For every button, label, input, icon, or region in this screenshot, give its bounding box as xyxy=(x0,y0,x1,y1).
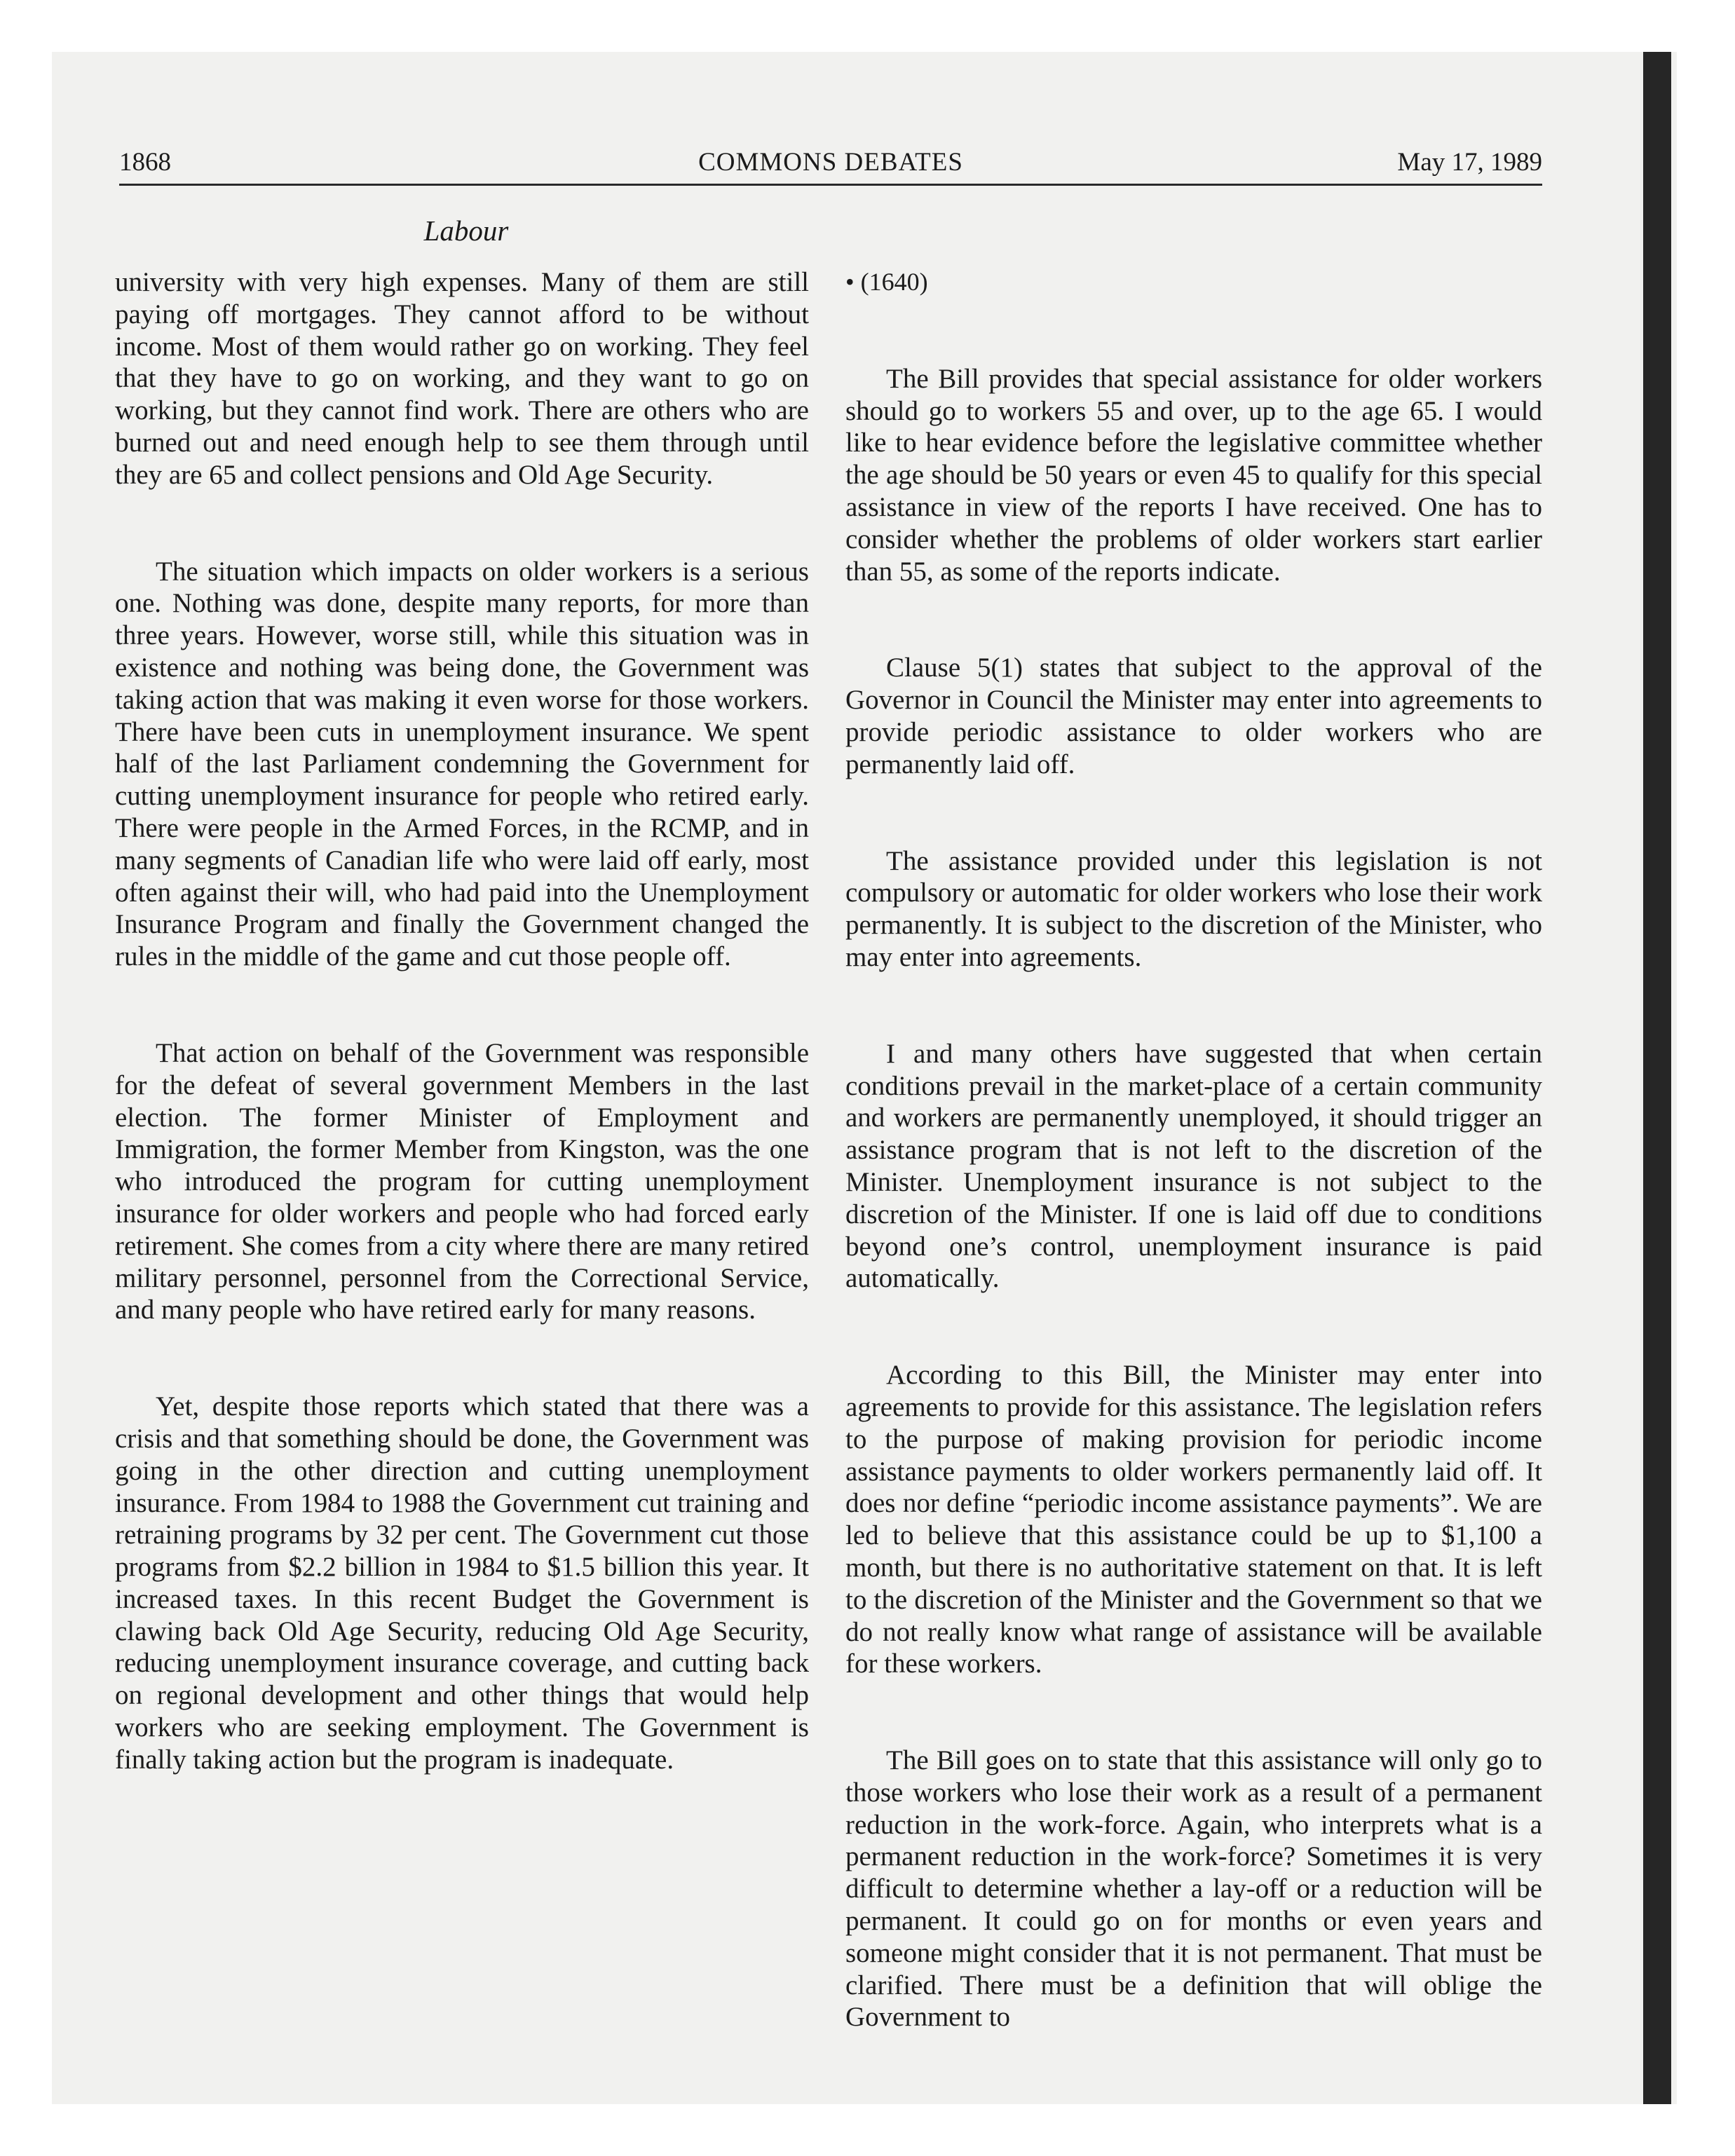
header-rule xyxy=(119,184,1542,186)
paragraph: The Bill provides that special assistance for older workers should go to workers 55 and over, up to the age 65. I would like to hear evidence before the legislative committee whether the age should be 50 years or even 45 to qualify for this special assistance in view of the reports I have received. One has to consider whether the problems of older workers start earlier than 55, as some of the reports indicate. xyxy=(845,363,1542,587)
paragraph: That action on behalf of the Government was responsible for the defeat of several government Members in the last election. The former Minister of Employment and Immigration, the former Member from Kingston, was the one who introduced the program for cutting unemployment insurance for older workers and people who had forced early retirement. She comes from a city where there are many retired military personnel, personnel from the Correctional Service, and many people who have retired early for many reasons. xyxy=(115,1037,809,1325)
section-heading: Labour xyxy=(423,214,509,247)
page-header xyxy=(119,146,1542,185)
paragraph: The situation which impacts on older workers is a serious one. Nothing was done, despite many reports, for more than three years. However, worse still, while this situation was in existence and nothing was being done, the Government was taking action that was making it even worse for those workers. There have been cuts in unemployment insurance. We spent half of the last Parliament condemning the Government for cutting unemployment insurance for people who retired early. There were people in the Armed Forces, in the RCMP, and in many segments of Canadian life who were laid off early, most often against their will, who had paid into the Unemployment Insurance Program and finally the Government changed the rules in the middle of the game and cut those people off. xyxy=(115,556,809,972)
paragraph: According to this Bill, the Minister may enter into agreements to provide for this assistance. The legislation refers to the purpose of making provision for periodic income assistance payments to older workers permanently laid off. It does nor define “periodic income assistance payments”. We are led to believe that this assistance could be up to $1,100 a month, but there is no authoritative statement on that. It is left to the discretion of the Minister and the Government so that we do not really know what range of assistance will be available for these workers. xyxy=(845,1360,1542,1679)
publication-title: COMMONS DEBATES xyxy=(698,148,963,177)
paragraph: Yet, despite those reports which stated that there was a crisis and that something should be done, the Government was going in the other direction and cutting unemployment insurance. From 1984 to 1988 the Government cut training and retraining programs by 32 per cent. The Government cut those programs from $2.2 billion in 1984 to $1.5 billion this year. It increased taxes. In this recent Budget the Government is clawing back Old Age Security, reducing Old Age Security, reducing unemployment insurance coverage, and cutting back on regional development and other things that would help workers who are seeking employment. The Government is finally taking action but the program is inadequate. xyxy=(115,1391,809,1775)
left-column xyxy=(115,266,809,1776)
right-column xyxy=(845,266,1542,2033)
paragraph: Clause 5(1) states that subject to the approval of the Governor in Council the Minister may enter into agreements to provide periodic assistance to older workers who are permanently laid off. xyxy=(845,653,1542,779)
page-date: May 17, 1989 xyxy=(1397,148,1542,177)
page-number: 1868 xyxy=(119,148,171,177)
paragraph: I and many others have suggested that when certain conditions prevail in the market-place of a certain community and workers are permanently unemployed, it should trigger an assistance program that is not left to the discretion of the Minister. Unemployment insurance is not subject to the discretion of the Minister. If one is laid off due to conditions beyond one’s control, unemployment insurance is paid automatically. xyxy=(845,1038,1542,1294)
paragraph: university with very high expenses. Many of them are still paying off mortgages. They cannot afford to be without income. Most of them would rather go on working. They feel that they have to go on working, and they want to go on working, but they cannot find work. There are others who are burned out and need enough help to see them through until they are 65 and collect pensions and Old Age Security. xyxy=(115,267,809,490)
page-spine-shadow xyxy=(1643,52,1671,2104)
time-marker: • (1640) xyxy=(845,268,928,296)
paragraph: The assistance provided under this legislation is not compulsory or automatic for older workers who lose their work permanently. It is subject to the discretion of the Minister, who may enter into agreements. xyxy=(845,845,1542,972)
paragraph: The Bill goes on to state that this assistance will only go to those workers who lose their work as a result of a permanent reduction in the work-force. Again, who interprets what is a permanent reduction in the work-force? Sometimes it is very difficult to determine whether a lay-off or a reduction will be permanent. It could go on for months or even years and someone might consider that it is not permanent. That must be clarified. There must be a definition that will oblige the Government to xyxy=(845,1745,1542,2033)
